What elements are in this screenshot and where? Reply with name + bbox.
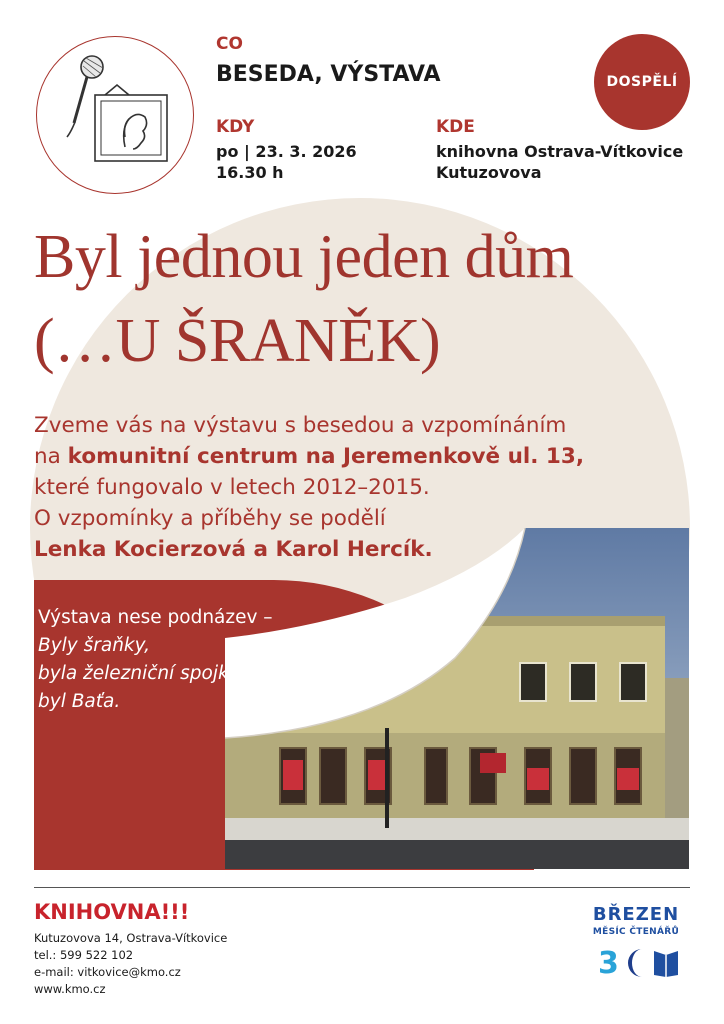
what-value: BESEDA, VÝSTAVA <box>216 62 441 87</box>
audience-badge: DOSPĚLÍ <box>594 34 690 130</box>
moon-icon <box>628 949 642 977</box>
exhibition-line-2-text: byla železniční spojka, <box>38 663 246 684</box>
venue-highlight: komunitní centrum na Jeremenkově ul. 13, <box>67 444 585 469</box>
library-brand: KNIHOVNA!!! <box>34 900 190 924</box>
when-time: 16.30 h <box>216 163 284 182</box>
where-place: knihovna Ostrava-Vítkovice <box>436 142 684 161</box>
exhibition-line-1-text: Byly šraňky, <box>38 635 151 656</box>
contact-info <box>34 930 227 998</box>
where-street: Kutuzovova <box>436 163 542 182</box>
event-type-icon-badge <box>36 36 194 194</box>
intro-line-2 <box>34 441 694 472</box>
exhibition-line-3 <box>38 688 273 716</box>
framed-portrait-icon <box>95 85 167 161</box>
exhibition-line-2 <box>38 660 273 688</box>
what-label: CO <box>216 34 243 54</box>
title-line-2: (…U ŠRANĚK) <box>34 307 441 375</box>
march-reading-month-logo <box>580 904 692 979</box>
intro-line-3: které fungovalo v letech 2012–2015. <box>34 475 430 500</box>
title-line-1: Byl jednou jeden dům <box>34 223 574 291</box>
speakers-names: Lenka Kocierzová a Karol Hercík. <box>34 537 433 562</box>
where-label: KDE <box>436 117 475 137</box>
when-date: po | 23. 3. 2026 <box>216 142 357 161</box>
email: e-mail: vitkovice@kmo.cz <box>34 965 181 979</box>
svg-text:3: 3 <box>598 946 619 979</box>
building-photo <box>225 528 689 869</box>
when-label: KDY <box>216 117 255 137</box>
intro-line-2-prefix: na <box>34 444 68 469</box>
intro-line-1: Zveme vás na výstavu s besedou a vzpomínáním <box>34 413 567 438</box>
footer-divider <box>34 887 690 888</box>
march-subtitle: MĚSÍC ČTENÁŘŮ <box>592 927 680 937</box>
book-icon <box>654 951 678 977</box>
exhibition-line-1 <box>38 632 273 660</box>
exhibition-lead: Výstava nese podnázev – <box>38 607 273 628</box>
phone: tel.: 599 522 102 <box>34 948 134 962</box>
exhibition-subtitle-block <box>38 604 273 716</box>
march-title: BŘEZEN <box>592 904 680 925</box>
intro-line-4: O vzpomínky a příběhy se podělí <box>34 506 386 531</box>
exhibition-line-3-text: byl Baťa. <box>38 691 121 712</box>
address: Kutuzovova 14, Ostrava-Vítkovice <box>34 931 228 945</box>
website: www.kmo.cz <box>34 982 106 996</box>
